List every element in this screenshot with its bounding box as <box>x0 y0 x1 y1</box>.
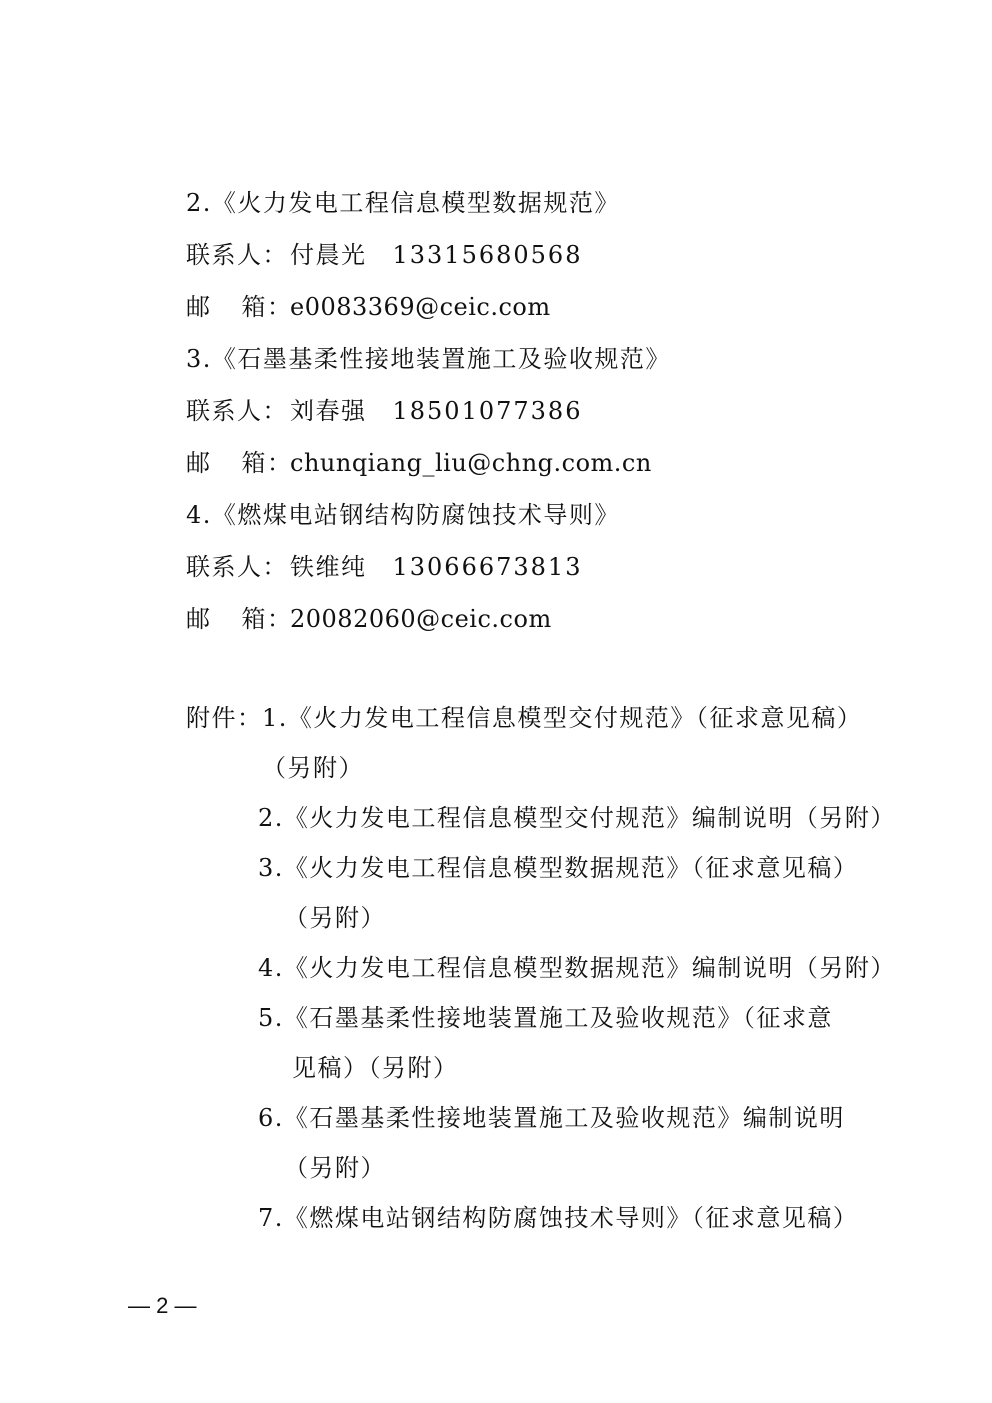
standard-title: 4.《燃煤电站钢结构防腐蚀技术导则》 <box>186 501 620 529</box>
contact-phone: 18501077386 <box>392 397 583 425</box>
email-line <box>186 448 652 478</box>
attachment-item: 5.《石墨基柔性接地装置施工及验收规范》（征求意 <box>258 1004 833 1032</box>
standard-title: 2.《火力发电工程信息模型数据规范》 <box>186 189 620 217</box>
attachment-item: 6.《石墨基柔性接地装置施工及验收规范》编制说明 <box>258 1104 845 1132</box>
email-address[interactable]: 20082060@ceic.com <box>290 605 552 633</box>
contact-label: 联系人： <box>186 241 288 269</box>
attachment-item: 1.《火力发电工程信息模型交付规范》（征求意见稿） <box>262 704 863 732</box>
email-line <box>186 292 551 322</box>
page-number: — 2 — <box>128 1293 197 1318</box>
contact-line <box>186 240 582 270</box>
email-label: 邮 箱： <box>186 449 293 477</box>
contact-name: 刘春强 <box>290 397 367 425</box>
attachment-item: 7.《燃煤电站钢结构防腐蚀技术导则》（征求意见稿） <box>258 1204 859 1232</box>
contact-name: 铁维纯 <box>290 553 367 581</box>
contact-phone: 13066673813 <box>392 553 583 581</box>
attachments-label: 附件： <box>186 704 263 732</box>
contact-line <box>186 552 582 582</box>
attachment-item-continued: （另附） <box>284 904 386 932</box>
contact-phone: 13315680568 <box>392 241 583 269</box>
attachment-item: 2.《火力发电工程信息模型交付规范》编制说明（另附） <box>258 804 896 832</box>
contact-name: 付晨光 <box>290 241 367 269</box>
email-line <box>186 604 552 634</box>
email-label: 邮 箱： <box>186 293 293 321</box>
email-address[interactable]: chunqiang_liu@chng.com.cn <box>290 449 652 477</box>
contact-line <box>186 396 582 426</box>
attachment-item-continued: （另附） <box>262 754 364 782</box>
contact-label: 联系人： <box>186 553 288 581</box>
attachment-item: 3.《火力发电工程信息模型数据规范》（征求意见稿） <box>258 854 859 882</box>
attachment-item-continued: 见稿）（另附） <box>292 1054 459 1082</box>
contact-label: 联系人： <box>186 397 288 425</box>
email-label: 邮 箱： <box>186 605 293 633</box>
email-address[interactable]: e0083369@ceic.com <box>290 293 551 321</box>
attachment-item-continued: （另附） <box>284 1154 386 1182</box>
standard-title: 3.《石墨基柔性接地装置施工及验收规范》 <box>186 345 671 373</box>
attachment-item: 4.《火力发电工程信息模型数据规范》编制说明（另附） <box>258 954 896 982</box>
